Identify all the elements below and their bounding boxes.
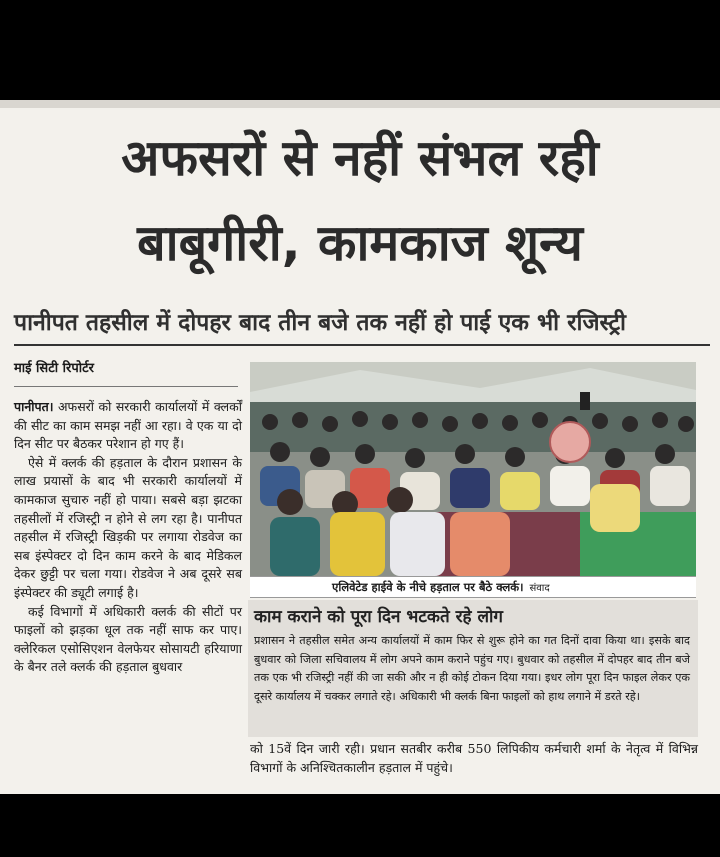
paragraph-2: ऐसे में क्लर्क की हड़ताल के दौरान प्रशासन के लाख प्रयासों के बाद भी सरकारी कार्यालयों में कामकाज सुचारु नहीं हो पाया। सबसे बड़ा झटका तहसीलों में रजिस्ट्री न होने से लग रहा है। पानीपत तहसील में रजिस्ट्री खिड़की पर लगाया रोडवेज का सब इंस्पेक्टर दो दिन काम करने के बाद मेडिकल देकर छुट्टी पर चला गया। रोडवेज ने अब दूसरे सब इंस्पेक्टर की ड्यूटी लगाई है। [14, 454, 242, 600]
strike-photo [250, 362, 696, 576]
article-continuation: को 15वें दिन जारी रही। प्रधान सतबीर करीब 550 लिपिकीय कर्मचारी शर्मा के नेतृत्व में विभिन्न विभागों के अनिश्चितकालीन हड़ताल में पहुंचे। [250, 741, 698, 775]
paragraph-3: कई विभागों में अधिकारी क्लर्क की सीटों पर फाइलों को झड़का धूल तक नहीं साफ कर पाए। क्लेरिकल एसोसिएशन वेलफेयर सोसायटी हरियाणा के बैनर तले क्लर्क की हड़ताल बुधवार [14, 603, 242, 675]
article-body-column [14, 398, 242, 677]
headline-line-1: अफसरों से नहीं संभल रही [121, 129, 599, 187]
newspaper-clipping [0, 100, 720, 794]
paragraph-1-text: अफसरों को सरकारी कार्यालयों में क्लर्कों की सीट का काम समझ नहीं आ रहा। वे एक या दो दिन सीट पर बैठकर परेशान हो गए हैं। [14, 399, 242, 452]
paragraph-1 [14, 398, 242, 454]
subheadline: पानीपत तहसील में दोपहर बाद तीन बजे तक नहीं हो पाई एक भी रजिस्ट्री [14, 310, 627, 336]
headline-line-2: बाबूगीरी, कामकाज शून्य [137, 214, 583, 272]
sidebar-box-text: प्रशासन ने तहसील समेत अन्य कार्यालयों में काम फिर से शुरू होने का गत दिनों दावा किया था। इसके बाद बुधवार को जिला सचिवालय में लोग अपने काम कराने पहुंच गए। बुधवार को तहसील में दोपहर बाद तीन बजे तक एक भी रजिस्ट्री नहीं की जा सकी और न ही कोई टोकन दिया गया। इधर लोग पूरा दिन फाइल लेकर एक दूसरे कार्यालय में चक्कर लगाते रहे। अधिकारी भी क्लर्क बिना फाइलों को हाथ लगाने में डरते रहे। [254, 634, 690, 703]
byline: माई सिटी रिपोर्टर [14, 361, 94, 376]
sidebar-box-title: काम कराने को पूरा दिन भटकते रहे लोग [254, 607, 503, 627]
clipped-top-strip [0, 100, 720, 108]
byline-divider [14, 386, 238, 387]
photo-credit: संवाद [529, 583, 550, 594]
sidebar-box [248, 600, 698, 737]
crowd-photo-illustration [250, 362, 696, 576]
dateline: पानीपत। [14, 399, 54, 414]
subheadline-divider [14, 344, 710, 346]
photo-caption: एलिवेटेड हाईवे के नीचे हड़ताल पर बैठे क्लर्क। [332, 580, 524, 594]
photo-caption-bar [250, 576, 696, 598]
